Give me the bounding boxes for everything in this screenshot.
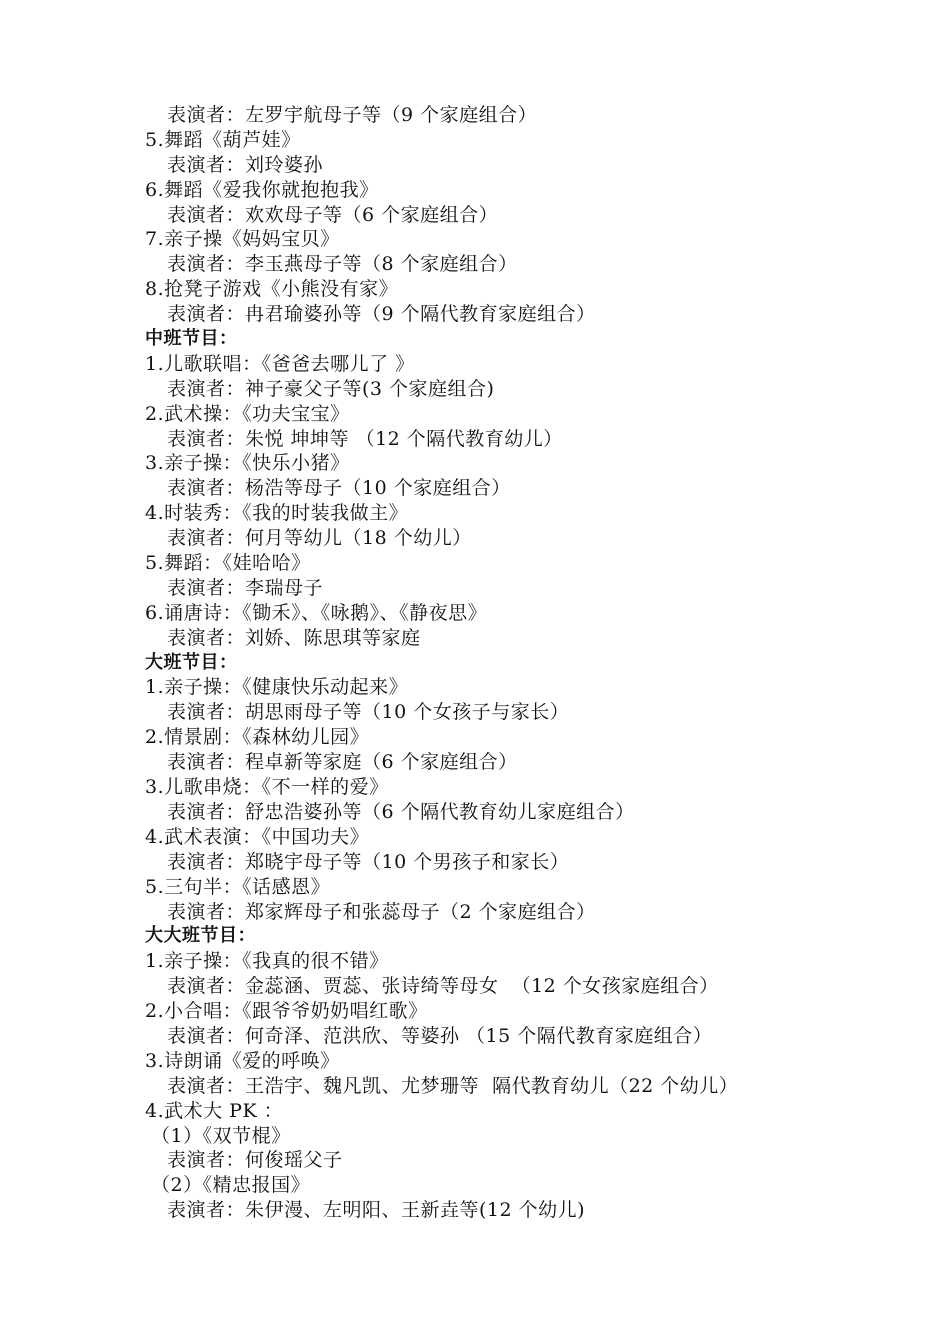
program-item-line: 2.武术操：《功夫宝宝》 xyxy=(145,402,350,425)
performer-line: 表演者：杨浩等母子（10 个家庭组合） xyxy=(167,477,511,500)
program-item-line: 8.抢凳子游戏《小熊没有家》 xyxy=(145,278,399,301)
program-item-line: 6.诵唐诗：《锄禾》、《咏鹅》、《静夜思》 xyxy=(145,601,488,624)
performer-line: 表演者：金蕊涵、贾蕊、张诗绮等母女 （12 个女孩家庭组合） xyxy=(167,975,719,998)
program-item-line: 5.舞蹈《葫芦娃》 xyxy=(145,128,301,151)
performer-line: 表演者：左罗宇航母子等（9 个家庭组合） xyxy=(167,104,538,126)
performer-line: 表演者：神子豪父子等(3 个家庭组合) xyxy=(167,377,495,400)
section-heading: 中班节目： xyxy=(145,328,238,350)
program-item-line: 4.武术大 PK ： xyxy=(145,1099,284,1122)
performer-line: 表演者：李瑞母子 xyxy=(167,576,324,599)
program-item-line: 2.小合唱：《跟爷爷奶奶唱红歌》 xyxy=(145,1000,428,1023)
performer-line: 表演者：刘娇、陈思琪等家庭 xyxy=(167,626,421,649)
performer-line: 表演者：李玉燕母子等（8 个家庭组合） xyxy=(167,253,518,276)
program-item-line: 4.武术表演：《中国功夫》 xyxy=(145,825,370,848)
program-item-line: 3.诗朗诵《爱的呼唤》 xyxy=(145,1049,340,1072)
performer-line: 表演者：何月等幼儿（18 个幼儿） xyxy=(167,527,472,550)
performer-line: 表演者：冉君瑜婆孙等（9 个隔代教育家庭组合） xyxy=(167,303,596,326)
program-item-line: 1.亲子操：《健康快乐动起来》 xyxy=(145,676,409,699)
performer-line: 表演者：胡思雨母子等（10 个女孩子与家长） xyxy=(167,701,570,724)
program-list xyxy=(145,103,925,1223)
performer-line: 表演者：程卓新等家庭（6 个家庭组合） xyxy=(167,751,518,774)
program-item-line: 1.儿歌联唱：《爸爸去哪儿了 》 xyxy=(145,352,415,375)
performer-line: 表演者：郑家辉母子和张蕊母子（2 个家庭组合） xyxy=(167,900,596,923)
program-item-line: 3.亲子操：《快乐小猪》 xyxy=(145,452,350,475)
program-item-line: 7.亲子操《妈妈宝贝》 xyxy=(145,228,340,251)
sub-item-line: （1）《双节棍》 xyxy=(151,1124,291,1147)
performer-line: 表演者：欢欢母子等（6 个家庭组合） xyxy=(167,203,499,226)
program-item-line: 6.舞蹈《爱我你就抱抱我》 xyxy=(145,178,379,201)
program-item-line: 5.三句半：《话感恩》 xyxy=(145,875,331,898)
sub-item-line: （2）《精忠报国》 xyxy=(151,1174,311,1197)
program-item-line: 5.舞蹈：《娃哈哈》 xyxy=(145,552,311,575)
performer-line: 表演者：朱悦 坤坤等 （12 个隔代教育幼儿） xyxy=(167,427,563,450)
performer-line: 表演者：王浩宇、魏凡凯、尤梦珊等 隔代教育幼儿（22 个幼儿） xyxy=(167,1074,739,1097)
section-heading: 大大班节目： xyxy=(145,925,256,947)
program-item-line: 1.亲子操：《我真的很不错》 xyxy=(145,950,389,973)
program-item-line: 3.儿歌串烧：《不一样的爱》 xyxy=(145,776,389,799)
program-item-line: 4.时装秀：《我的时装我做主》 xyxy=(145,502,409,525)
performer-line: 表演者：朱伊漫、左明阳、王新垚等(12 个幼儿) xyxy=(167,1199,586,1222)
performer-line: 表演者：舒忠浩婆孙等（6 个隔代教育幼儿家庭组合） xyxy=(167,800,635,823)
performer-line: 表演者：何俊瑶父子 xyxy=(167,1149,343,1172)
performer-line: 表演者：郑晓宇母子等（10 个男孩子和家长） xyxy=(167,850,570,873)
performer-line: 表演者：何奇泽、范洪欣、等婆孙 （15 个隔代教育家庭组合） xyxy=(167,1024,713,1047)
section-heading: 大班节目： xyxy=(145,651,238,673)
performer-line: 表演者：刘玲婆孙 xyxy=(167,153,324,176)
program-item-line: 2.情景剧：《森林幼儿园》 xyxy=(145,726,370,749)
